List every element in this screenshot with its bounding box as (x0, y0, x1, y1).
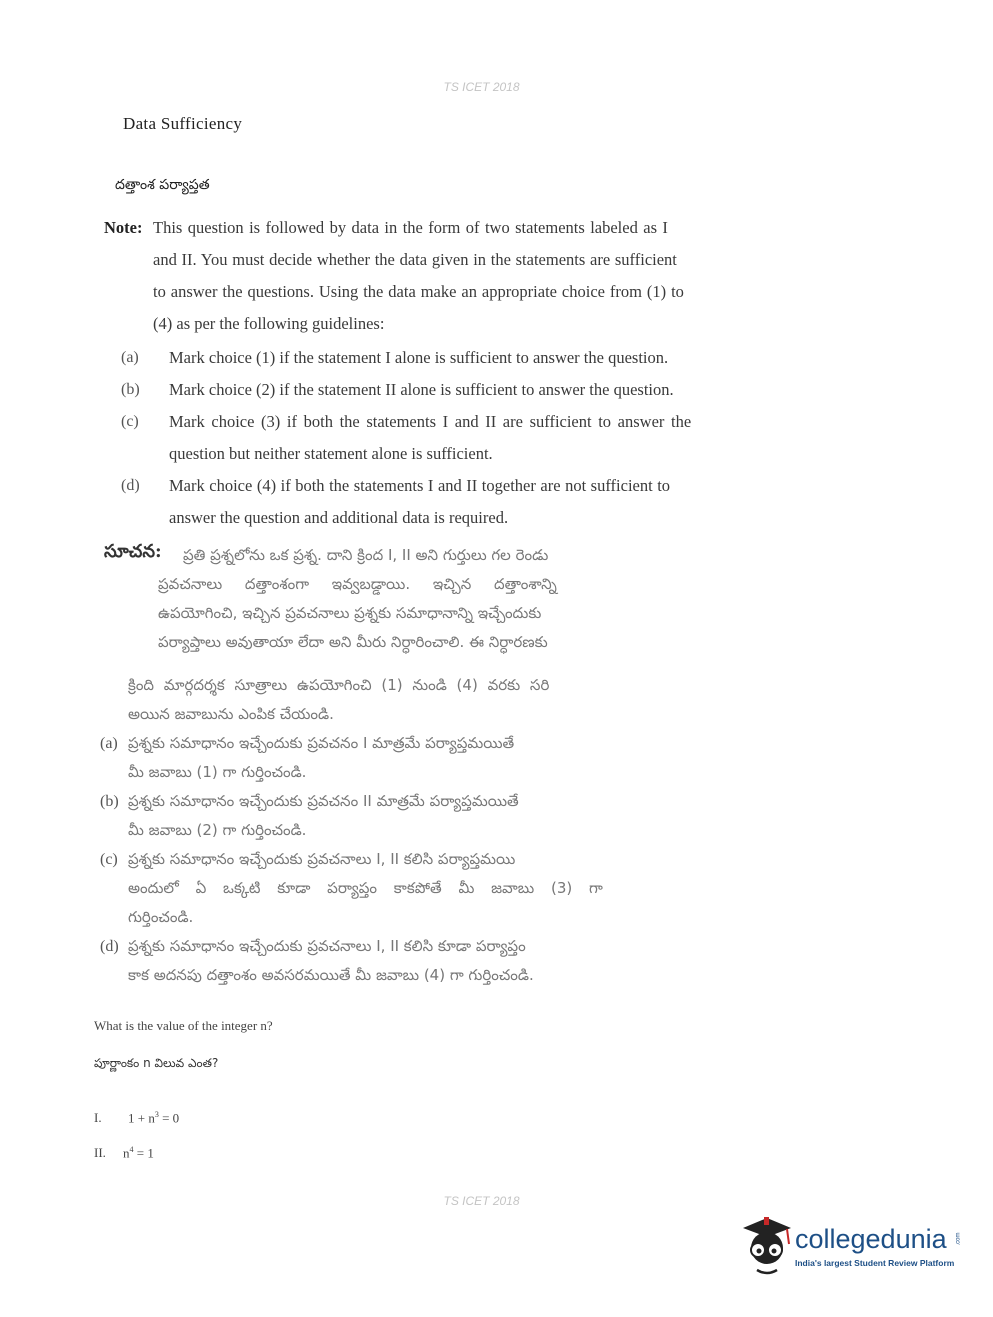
note-te-line: ప్రతి ప్రశ్నలోను ఒక ప్రశ్న. దాని క్రింద I, II అని గుర్తులు గల రెండు (183, 546, 549, 564)
option-marker: (c) (100, 851, 118, 868)
option-te-line: ప్రశ్నకు సమాధానం ఇచ్చేందుకు ప్రవచనం II మాత్రమే పర్యాప్తమయితే (128, 792, 519, 810)
option-marker: (d) (121, 477, 140, 494)
option-c (121, 406, 741, 470)
option-line: question but neither statement alone is sufficient. (169, 444, 493, 463)
question-text: What is the value of the integer n? (94, 1018, 273, 1033)
note-line: This question is followed by data in the form of two statements labeled as I (153, 218, 668, 237)
note-telugu-text (158, 570, 557, 657)
note-te-line: ఉపయోగించి, ఇచ్చిన ప్రవచనాలు ప్రశ్నకు సమాధానాన్ని ఇచ్చేందుకు (158, 604, 542, 622)
option-te-line: ప్రశ్నకు సమాధానం ఇచ్చేందుకు ప్రవచనం I మాత్రమే పర్యాప్తమయితే (128, 734, 515, 752)
note-te-line: ప్రవచనాలు దత్తాంశంగా ఇవ్వబడ్డాయి. ఇచ్చిన దత్తాంశాన్ని (158, 575, 557, 593)
option-te-line: ప్రశ్నకు సమాధానం ఇచ్చేందుకు ప్రవచనాలు I, II కలిసి కూడా పర్యాప్తం (128, 937, 526, 955)
statement-base: n (123, 1145, 130, 1161)
question-text-telugu: పూర్ణాంకం n విలువ ఎంత? (94, 1056, 219, 1070)
option-te-line: గుర్తించండి. (128, 908, 194, 926)
option-line: answer the question and additional data is required. (169, 508, 509, 527)
option-marker: (c) (121, 413, 139, 430)
statement-base: 1 + n (128, 1110, 155, 1126)
note-telugu-guidelines (128, 671, 549, 729)
option-te-line: కాక అదనపు దత్తాంశం అవసరమయితే మీ జవాబు (4) గా గుర్తించండి. (128, 966, 534, 984)
option-te-line: మీ జవాబు (1) గా గుర్తించండి. (128, 763, 307, 781)
note-label: Note: (104, 218, 143, 237)
option-marker: (a) (121, 349, 139, 366)
note-line: to answer the questions. Using the data make an appropriate choice from (1) to (153, 282, 684, 301)
option-te-d (100, 932, 720, 990)
note-options (121, 342, 741, 534)
option-line: Mark choice (3) if both the statements I and II are sufficient to answer the (169, 412, 692, 431)
section-title-telugu: దత్తాంశ పర్యాప్తత (115, 177, 210, 193)
statement-rest: = 0 (158, 1110, 180, 1126)
option-b (121, 374, 741, 406)
note-label-telugu: సూచన: (104, 541, 162, 562)
option-marker: (a) (100, 735, 118, 752)
option-marker: (b) (121, 381, 140, 398)
option-line: Mark choice (1) if the statement I alone is sufficient to answer the question. (169, 348, 669, 367)
page-footer: TS ICET 2018 (443, 1194, 520, 1208)
logo-dotcom: .com (955, 1232, 962, 1246)
collegedunia-mascot-icon (737, 1212, 795, 1280)
option-te-a (100, 729, 720, 787)
logo-wordmark: collegedunia (795, 1224, 947, 1254)
note-te-line: అయిన జవాబును ఎంపిక చేయండి. (128, 705, 334, 723)
option-d (121, 470, 741, 534)
page-header: TS ICET 2018 (443, 80, 520, 94)
statement-1 (94, 1110, 179, 1126)
section-title: Data Sufficiency (123, 114, 243, 133)
note-line: and II. You must decide whether the data given in the statements are sufficient (153, 250, 677, 269)
statement-rest: = 1 (133, 1145, 154, 1161)
note-te-line: క్రింది మార్గదర్శక సూత్రాలు ఉపయోగించి (1) నుండి (4) వరకు సరి (128, 676, 550, 694)
logo-tagline: India's largest Student Review Platform (795, 1258, 955, 1268)
option-te-line: మీ జవాబు (2) గా గుర్తించండి. (128, 821, 307, 839)
note-line: (4) as per the following guidelines: (153, 314, 385, 333)
option-line: Mark choice (2) if the statement II alone is sufficient to answer the question. (169, 380, 674, 399)
note-telugu-options (100, 729, 720, 990)
option-a (121, 342, 741, 374)
statement-exponent: 4 (129, 1145, 134, 1154)
option-te-c (100, 845, 720, 932)
note-text (153, 212, 684, 340)
option-marker: (d) (100, 938, 119, 955)
statement-2 (94, 1145, 154, 1161)
note-te-line: పర్యాప్తాలు అవుతాయా లేదా అని మీరు నిర్ధారించాలి. ఈ నిర్ధారణకు (158, 633, 548, 651)
option-te-line: అందులో ఏ ఒక్కటి కూడా పర్యాప్తం కాకపోతే మీ జవాబు (3) గా (128, 879, 603, 897)
statement-number: I. (94, 1110, 102, 1126)
option-te-line: ప్రశ్నకు సమాధానం ఇచ్చేందుకు ప్రవచనాలు I, II కలిసి పర్యాప్తమయి (128, 850, 516, 868)
statement-exponent: 3 (154, 1110, 159, 1119)
option-marker: (b) (100, 793, 119, 810)
option-line: Mark choice (4) if both the statements I and II together are not sufficient to (169, 476, 671, 495)
option-te-b (100, 787, 720, 845)
statement-number: II. (94, 1145, 106, 1161)
note-telugu-first-line (183, 541, 548, 570)
